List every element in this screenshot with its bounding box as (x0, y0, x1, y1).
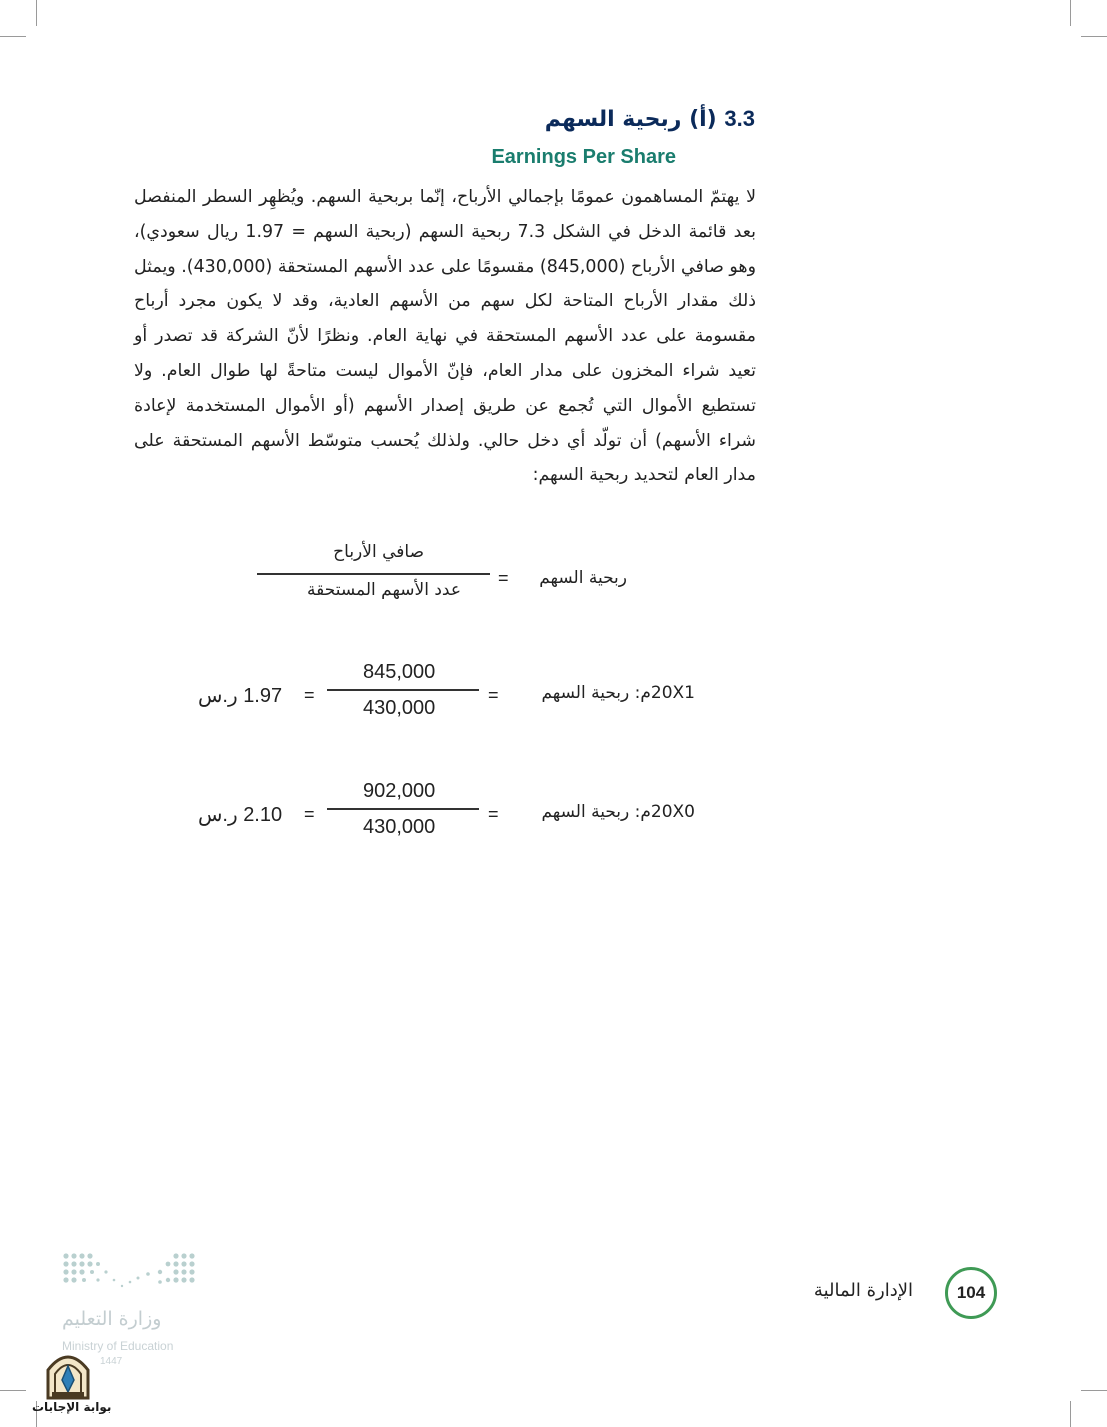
crop-mark (1081, 36, 1107, 37)
example-year-label: 20X0م: ربحية السهم (541, 802, 695, 822)
formula-equals: = (498, 568, 509, 588)
book-title: الإدارة المالية (813, 1280, 913, 1301)
example-year-label: 20X1م: ربحية السهم (541, 683, 695, 703)
example-equals: = (488, 685, 499, 705)
formula-lhs: ربحية السهم (539, 568, 627, 588)
crop-mark (1070, 0, 1071, 26)
section-number: 3.3 (724, 106, 755, 131)
formula-fraction-bar (257, 573, 490, 575)
crop-mark (1070, 1401, 1071, 1427)
crop-mark (1081, 1390, 1107, 1391)
section-title-text: (أ) ربحية السهم (544, 107, 717, 132)
example-equals-result: = (304, 804, 315, 824)
example-result: 1.97 ر.س (198, 685, 283, 707)
example-fraction-bar (327, 808, 479, 810)
example-equals: = (488, 804, 499, 824)
ministry-year: 1447 (100, 1356, 123, 1367)
example-denominator: 430,000 (363, 816, 436, 838)
formula-numerator: صافي الأرباح (333, 542, 424, 562)
crop-mark (36, 0, 37, 26)
page-number: 104 (945, 1267, 997, 1319)
example-numerator: 902,000 (363, 780, 436, 802)
section-subtitle: Earnings Per Share (491, 146, 676, 168)
section-title (545, 106, 755, 132)
formula-denominator: عدد الأسهم المستحقة (307, 580, 461, 600)
body-paragraph: لا يهتمّ المساهمون عمومًا بإجمالي الأرباح، إنّما بربحية السهم. ويُظهِر السطر المنفصل بعد قائمة الدخل في الشكل 7.3 ربحية السهم (ربحية السهم = 1.97 ريال سعودي)، وهو صافي الأرباح (845,000) مقسومًا على عدد الأسهم المستحقة (430,000). ويمثل ذلك مقدار الأرباح المتاحة لكل سهم من الأسهم العادية، وقد لا يكون مجرد أرباح مقسومة على عدد الأسهم المستحقة في نهاية العام. ونظرًا لأنّ الشركة قد تصدر أو تعيد شراء المخزون على مدار العام، فإنّ الأموال ليست متاحةً لها طوال العام. ولا تستطيع الأموال التي تُجمع عن طريق إصدار الأسهم (أو الأموال المستخدمة لإعادة شراء الأسهم) أن تولّد أي دخل حالي. ولذلك يُحسب متوسّط الأسهم المستحقة على مدار العام لتحديد ربحية السهم: (134, 187, 756, 486)
example-numerator: 845,000 (363, 661, 436, 683)
example-fraction-bar (327, 689, 479, 691)
portal-logo-icon (42, 1348, 94, 1400)
ministry-name-english: Ministry of Education (62, 1339, 174, 1353)
example-equals-result: = (304, 685, 315, 705)
ministry-logo-dots (62, 1252, 196, 1292)
portal-label: بوابة الإجابات (32, 1400, 112, 1414)
crop-mark (0, 1390, 26, 1391)
ministry-name-arabic: وزارة التعليم (62, 1308, 162, 1330)
example-result: 2.10 ر.س (198, 804, 283, 826)
example-denominator: 430,000 (363, 697, 436, 719)
crop-mark (0, 36, 26, 37)
